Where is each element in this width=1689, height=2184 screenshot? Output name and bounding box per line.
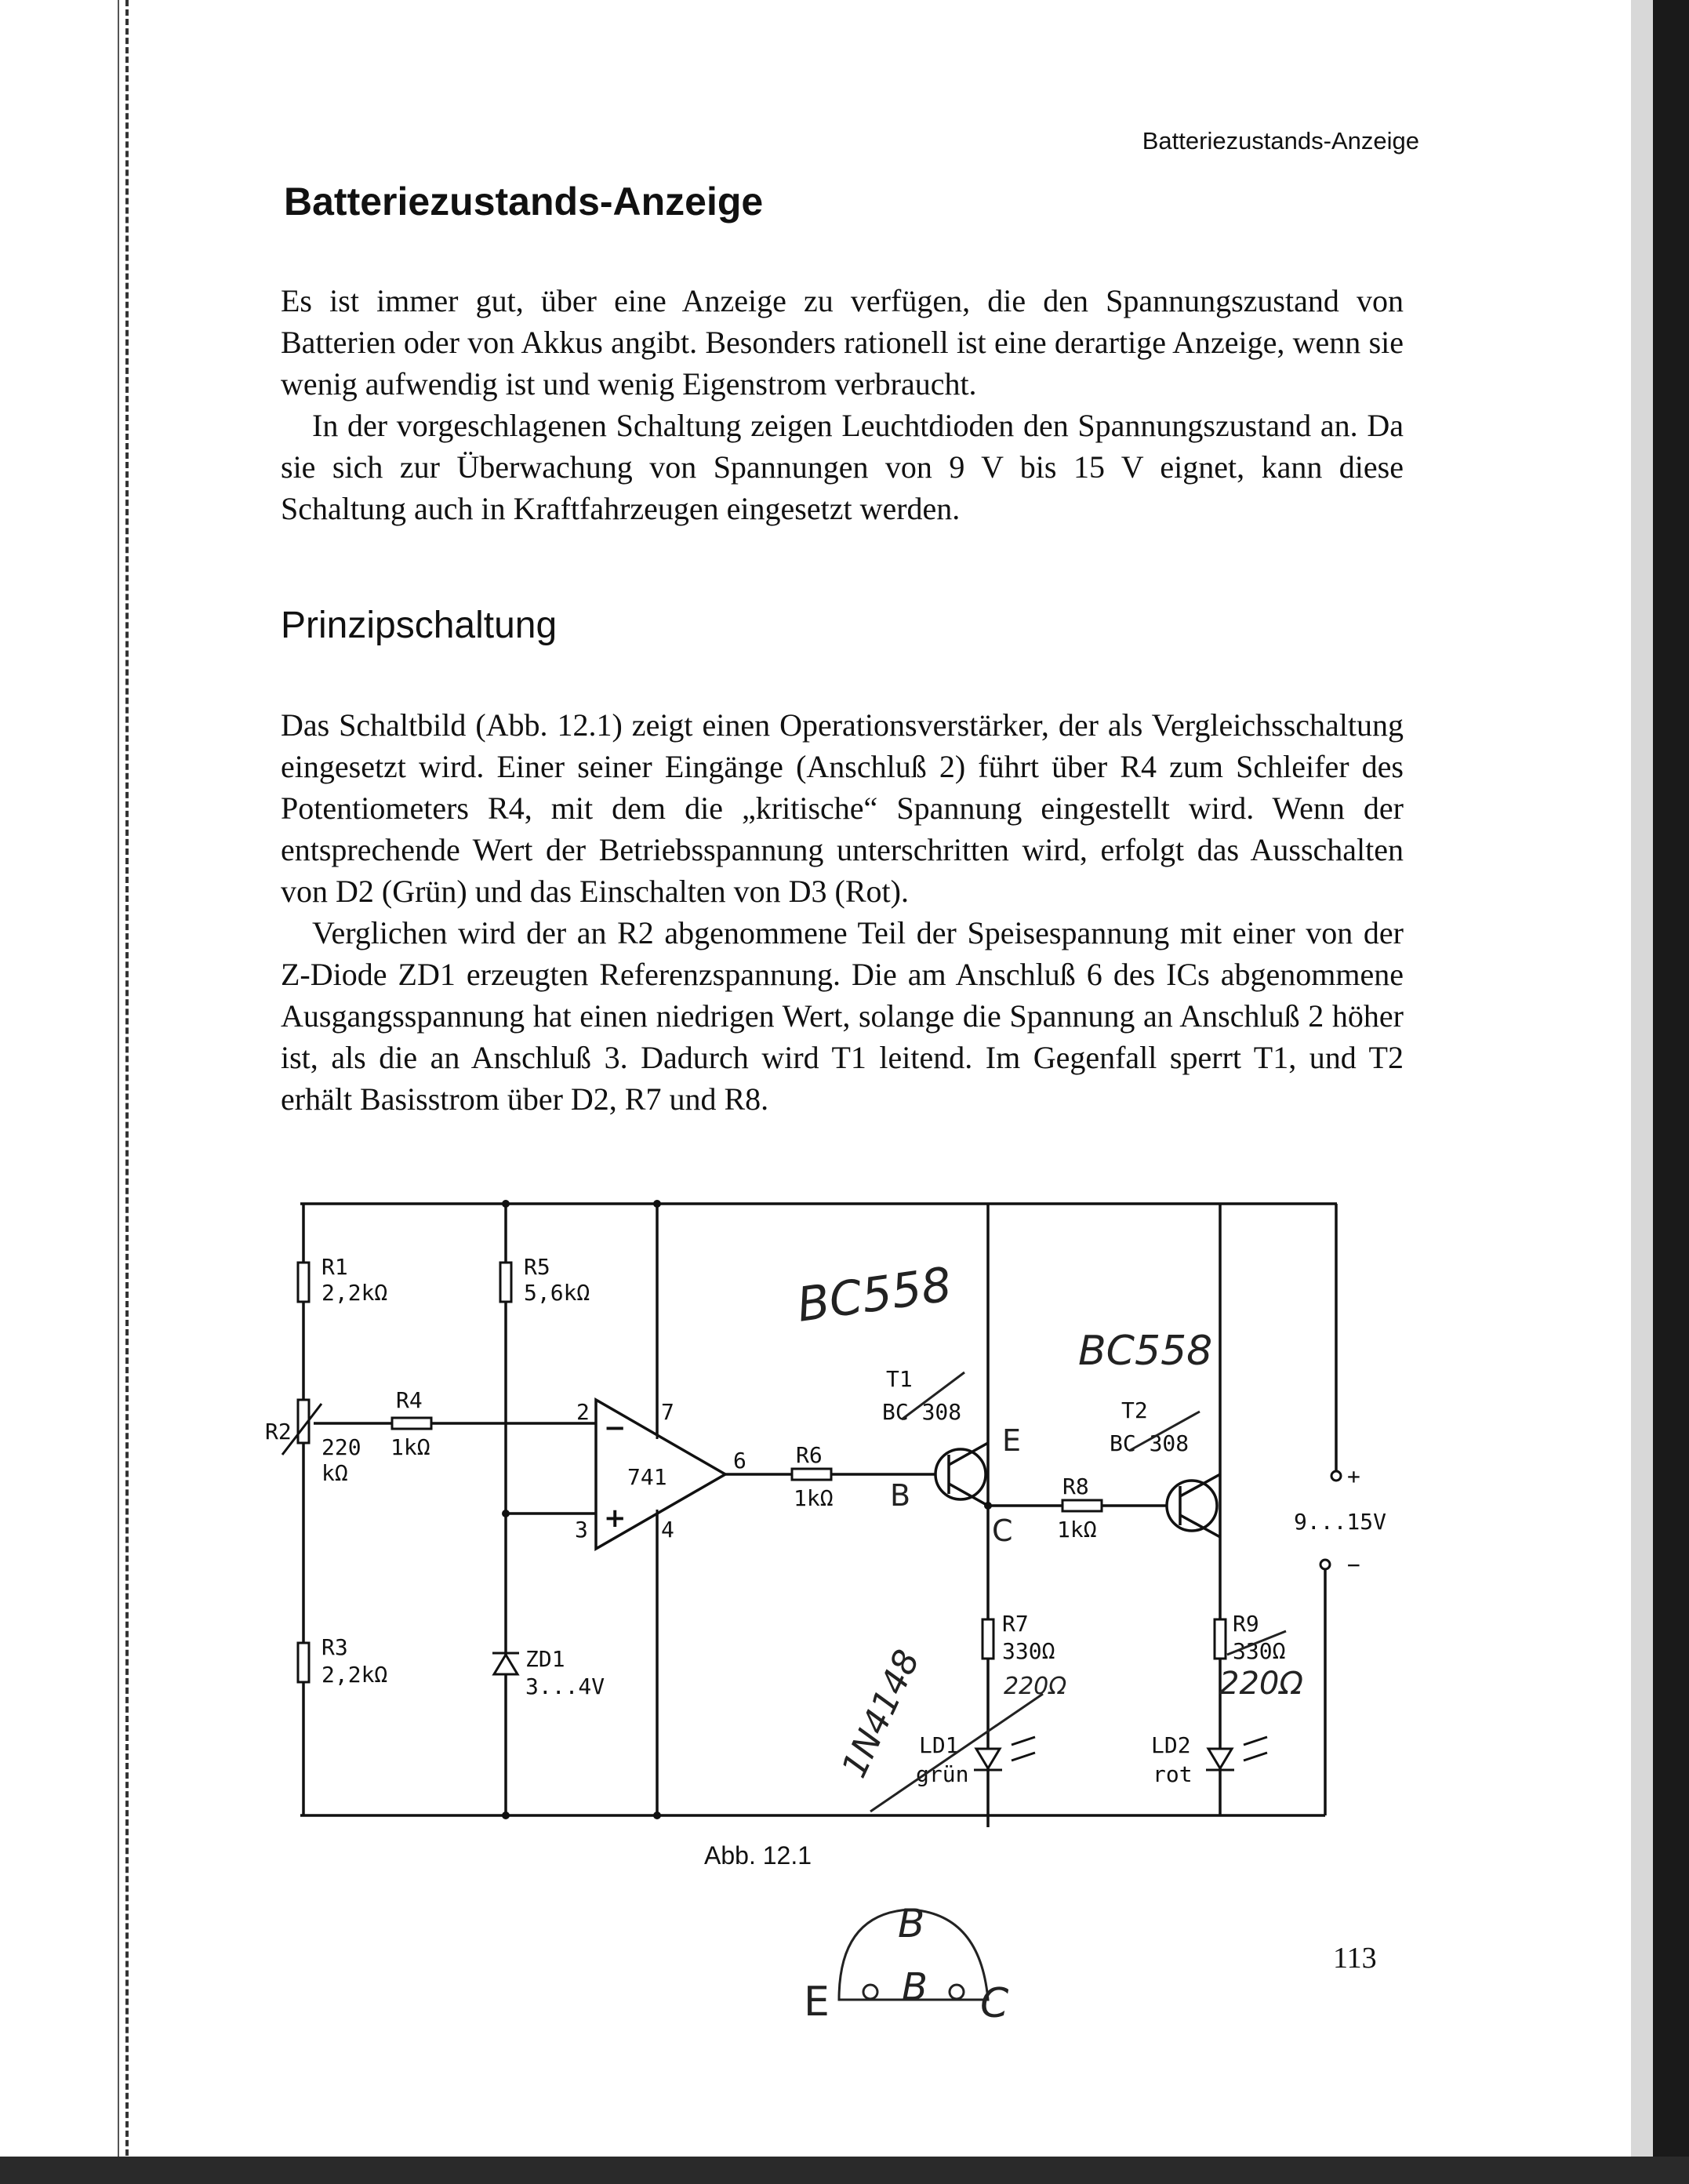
t1-symbol (935, 1443, 988, 1506)
zd1-symbol (492, 1653, 519, 1674)
supply-plus-terminal (1331, 1471, 1341, 1481)
opamp-plus: + (604, 1503, 627, 1534)
r1-name: R1 (321, 1254, 348, 1280)
r5-symbol (500, 1263, 511, 1302)
r9-value: 330Ω (1233, 1638, 1286, 1664)
r5-value: 5,6kΩ (524, 1280, 590, 1306)
pin7-label: 7 (661, 1399, 674, 1425)
pin2-label: 2 (576, 1399, 590, 1425)
body-text (281, 704, 1404, 1120)
intro-paragraph-2: In der vorgeschlagenen Schaltung zeigen Leuchtdioden den Spannungszustand an. Da sie sich zur Überwachung von Spannungen von 9 V bis 15 V eignet, kann diese Schaltung auch in Kraftfahrzeugen eingesetzt werden. (281, 408, 1404, 526)
r6-symbol (792, 1469, 831, 1480)
handwritten-r9-value: 220Ω (1219, 1666, 1303, 1702)
r9-symbol (1215, 1619, 1226, 1659)
t2-symbol (1167, 1474, 1220, 1537)
pinout-c-label: C (980, 1980, 1009, 2027)
r7-symbol (983, 1619, 993, 1659)
r3-name: R3 (321, 1634, 348, 1660)
r2-value-a: 220 (321, 1434, 361, 1460)
r6-value: 1kΩ (794, 1485, 834, 1511)
zd1-name: ZD1 (525, 1646, 565, 1672)
r8-value: 1kΩ (1057, 1517, 1097, 1543)
pin4-label: 4 (661, 1517, 674, 1543)
r8-symbol (1062, 1500, 1102, 1511)
t1-name: T1 (886, 1366, 913, 1392)
r1-value: 2,2kΩ (321, 1280, 388, 1306)
ld2-symbol (1206, 1737, 1267, 1770)
r3-symbol (298, 1643, 309, 1682)
pin3-label: 3 (575, 1517, 588, 1543)
pinout-b-center-label: B (902, 1965, 928, 2009)
handwritten-pinout-sketch (792, 1882, 1051, 2039)
handwritten-r7-value: 220Ω (1004, 1673, 1067, 1700)
r4-value: 1kΩ (390, 1434, 430, 1460)
r2-name: R2 (265, 1419, 292, 1444)
binding-shadow (94, 0, 129, 2184)
intro-paragraph-1: Es ist immer gut, über eine Anzeige zu verfügen, die den Spannungszustand von Batterien oder von Akkus angibt. Besonders rationell ist eine derartige Anzeige, wenn sie wenig aufwendig ist und wenig Eigenstrom verbraucht. (281, 283, 1404, 402)
handwritten-base: B (890, 1478, 911, 1513)
supply-minus-terminal (1320, 1560, 1330, 1569)
t2-name: T2 (1121, 1397, 1148, 1423)
handwritten-t2-type: BC558 (1078, 1328, 1213, 1375)
handwritten-collector: C (992, 1514, 1013, 1548)
intro-text (281, 280, 1404, 529)
pin6-label: 6 (733, 1448, 746, 1474)
supply-plus-label: + (1347, 1463, 1360, 1489)
pinout-e-label: E (804, 1979, 830, 2026)
r8-name: R8 (1062, 1474, 1089, 1499)
page-edge-dark (1653, 0, 1689, 2184)
pinout-b-label: B (898, 1901, 925, 1946)
handwritten-t1-type: BC558 (794, 1257, 955, 1333)
body-paragraph-1: Das Schaltbild (Abb. 12.1) zeigt einen Operationsverstärker, der als Vergleichsschaltung eingesetzt wird. Einer seiner Eingänge (Anschluß 2) führt über R4 zum Schleifer des Potentiometers R4, mit dem die „kritische“ Spannung eingestellt wird. Wenn der entsprechende Wert der Betriebsspannung unterschritten wird, erfolgt das Ausschalten von D2 (Grün) und das Einschalten von D3 (Rot). (281, 707, 1404, 909)
opamp-label: 741 (627, 1464, 667, 1490)
r7-value: 330Ω (1002, 1638, 1055, 1664)
ld2-color: rot (1153, 1761, 1193, 1787)
supply-range-label: 9...15V (1294, 1509, 1387, 1535)
r4-symbol (392, 1418, 431, 1429)
opamp-minus: − (604, 1412, 627, 1444)
supply-minus-label: − (1347, 1552, 1360, 1578)
ld2-name: LD2 (1151, 1732, 1191, 1758)
running-head: Batteriezustands-Anzeige (1142, 127, 1419, 154)
r5-name: R5 (524, 1254, 550, 1280)
t1-type: BC 308 (882, 1399, 962, 1425)
circuit-schematic (259, 1184, 1388, 1859)
t2-type: BC 308 (1110, 1430, 1190, 1456)
figure-caption: Abb. 12.1 (704, 1841, 812, 1870)
r6-name: R6 (796, 1442, 823, 1468)
bottom-edge-dark (0, 2157, 1689, 2184)
ld1-symbol (974, 1737, 1035, 1770)
handwritten-emitter: E (1002, 1423, 1022, 1458)
r9-name: R9 (1233, 1611, 1259, 1637)
binding-line (118, 0, 119, 2184)
section-title: Prinzipschaltung (281, 605, 558, 646)
zd1-value: 3...4V (525, 1673, 605, 1699)
page-edge-shadow (1631, 0, 1653, 2184)
ld1-color: grün (916, 1761, 969, 1787)
r7-name: R7 (1002, 1611, 1029, 1637)
r3-value: 2,2kΩ (321, 1662, 388, 1688)
body-paragraph-2: Verglichen wird der an R2 abgenommene Teil der Speisespannung mit einer von der Z-Diode ZD1 erzeugten Referenzspannung. Die am Anschluß 6 des ICs abgenommene Ausgangsspannung hat einen niedrigen Wert, solange die Spannung an Anschluß 2 höher ist, als die an Anschluß 3. Dadurch wird T1 leitend. Im Gegenfall sperrt T1, und T2 erhält Basisstrom über D2, R7 und R8. (281, 915, 1404, 1117)
r4-name: R4 (396, 1387, 423, 1413)
ld1-name: LD1 (919, 1732, 959, 1758)
page-title: Batteriezustands-Anzeige (284, 180, 764, 223)
r2-value-b: kΩ (321, 1460, 348, 1486)
r1-symbol (298, 1263, 309, 1302)
handwritten-diode: 1N4148 (834, 1644, 928, 1784)
page-number: 113 (1333, 1942, 1377, 1975)
